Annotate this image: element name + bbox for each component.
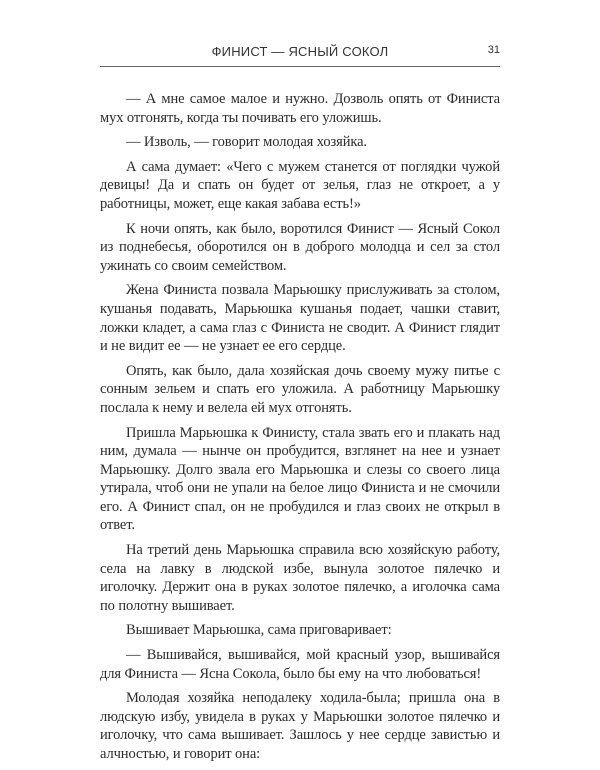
page-number: 31 (487, 44, 500, 56)
paragraph-7: Пришла Марьюшка к Финисту, стала звать его и плакать над ним, думала — нынче он пробудится, взглянет на нее и узнает Марьюшку. Долго звала его Марьюшка и слезы со своего лица утирала, чтоб они не упали на белое лицо Финиста и не смочили его. А Финист спал, он не пробудился и глаз своих не открыл в ответ. (100, 424, 500, 534)
running-header-title: ФИНИСТ — ЯСНЫЙ СОКОЛ (211, 44, 389, 59)
paragraph-8: На третий день Марьюшка справила всю хозяйскую работу, села на лавку в людской избе, вынула золотое пялечко и иголочку. Держит она в руках золотое пялечко, а иголочка сама по полотну вышивает. (100, 542, 500, 614)
paragraph-1: — А мне самое малое и нужно. Дозволь опять от Финиста мух отгонять, когда ты почивать его уложишь. (100, 91, 500, 126)
paragraph-6: Опять, как было, дала хозяйская дочь своему мужу питье с сонным зельем и спать его уложила. А работницу Марьюшку послала к нему и велела ей мух отгонять. (100, 362, 500, 416)
paragraph-9: Вышивает Марьюшка, сама приговаривает: (126, 622, 392, 639)
paragraph-10: — Вышивайся, вышивайся, мой красный узор, вышивайся для Финиста — Ясна Сокола, было бы ему на что любоваться! (100, 647, 500, 682)
paragraph-11: Молодая хозяйка неподалеку ходила-была; пришла она в людскую избу, увидела в руках у Марьюшки золотое пялечко и иголочку, что сама вышивает. Зашлось у нее сердце завистью и алчностью, и говорит она: (100, 690, 500, 762)
paragraph-5: Жена Финиста позвала Марьюшку прислуживать за столом, кушанья подавать, Марьюшка кушанья подает, чашки ставит, ложки кладет, а сама глаз с Финиста не сводит. А Финист глядит и не видит ее — не узнает ее его сердце. (100, 282, 500, 355)
paragraph-2: — Изволь, — говорит молодая хозяйка. (126, 134, 367, 151)
paragraph-4: К ночи опять, как было, воротился Финист — Ясный Сокол из поднебесья, оборотился он в доброго молодца и сел за стол ужинать со своим семейством. (100, 220, 500, 274)
body-text (100, 90, 500, 770)
paragraph-3: А сама думает: «Чего с мужем станется от поглядки чужой девицы! Да и спать он будет от зелья, глаз не откроет, а у работницы, может, еще какая забава есть!» (100, 158, 500, 212)
header-divider (100, 66, 500, 67)
running-header (100, 44, 500, 64)
